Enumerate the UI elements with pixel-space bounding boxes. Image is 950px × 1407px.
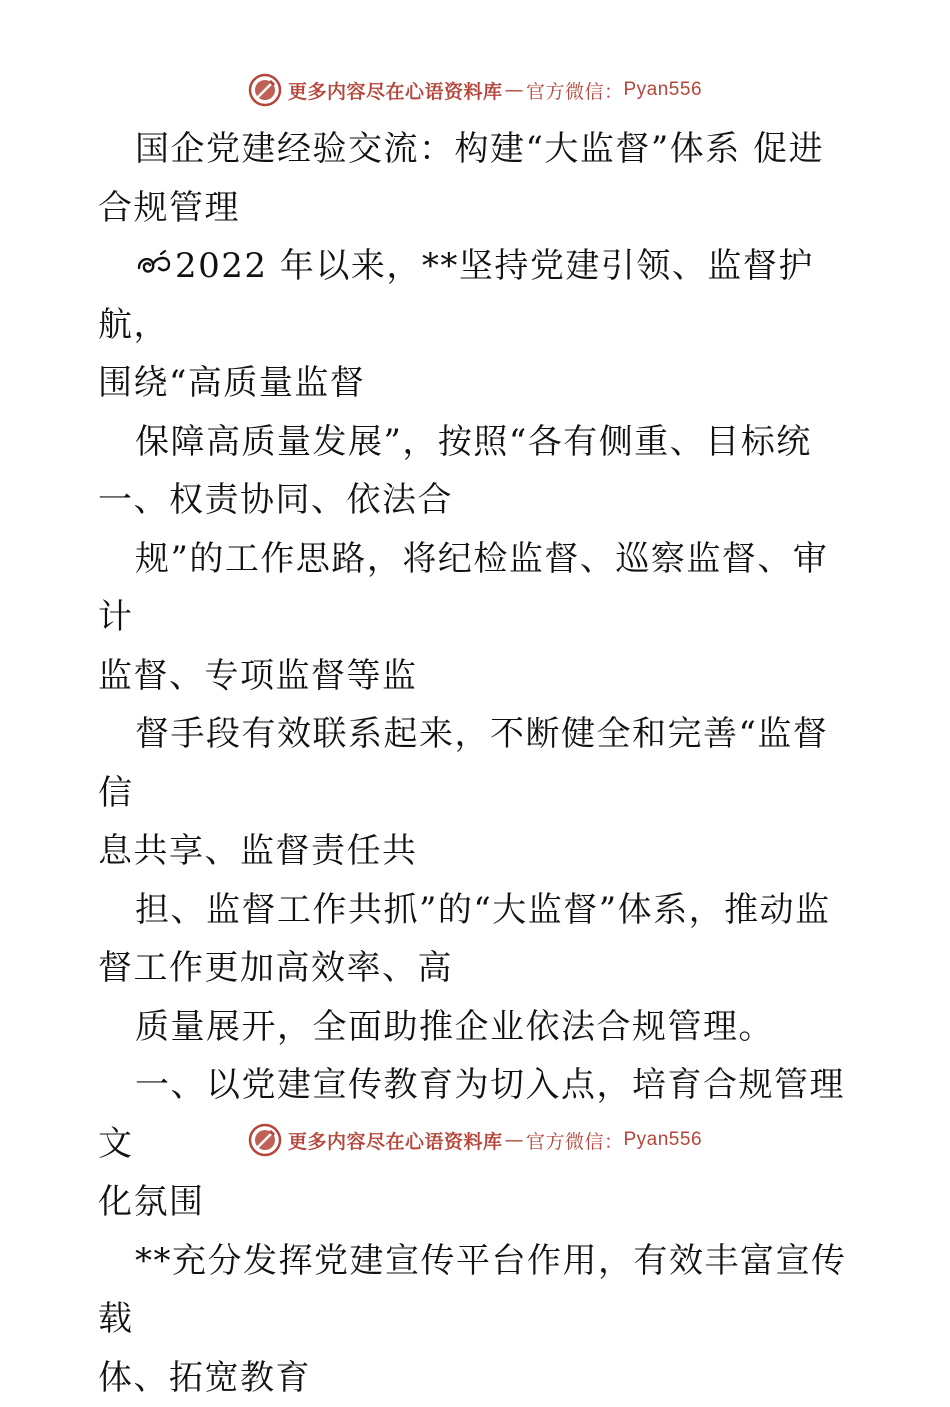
section-heading-line: 一、以党建宣传教育为切入点，培育合规管理文 — [98, 1056, 858, 1173]
watermark-wechat-label: 官方微信： — [526, 1127, 624, 1154]
document-paragraph-line: 规”的工作思路，将纪检监督、巡察监督、审计 — [98, 530, 858, 647]
watermark-site-name: 更多内容尽在心语资料库 — [288, 77, 503, 104]
document-paragraph-line: 保障高质量发展”，按照“各有侧重、目标统 — [98, 413, 858, 472]
document-paragraph-line: 围绕“高质量监督 — [98, 354, 858, 413]
watermark-wechat-id: Pyan556 — [624, 79, 703, 101]
section-heading-line: 化氛围 — [98, 1173, 858, 1232]
watermark-site-name: 更多内容尽在心语资料库 — [288, 1127, 503, 1154]
pen-seal-icon — [248, 73, 282, 107]
document-paragraph-line: **充分发挥党建宣传平台作用，有效丰富宣传载 — [98, 1232, 858, 1349]
document-paragraph-line: 息共享、监督责任共 — [98, 822, 858, 881]
document-paragraph-line — [98, 237, 858, 354]
document-paragraph-line: 督手段有效联系起来，不断健全和完善“监督信 — [98, 705, 858, 822]
document-paragraph-line: 质量展开，全面助推企业依法合规管理。 — [98, 998, 858, 1057]
document-line-text: 2022 年以来，**坚持党建引领、监督护航， — [98, 246, 814, 345]
document-title-line-2: 合规管理 — [98, 179, 858, 238]
pen-seal-icon — [248, 1123, 282, 1157]
document-paragraph-line: 督工作更加高效率、高 — [98, 939, 858, 998]
watermark-dash: — — [504, 79, 524, 101]
watermark-header — [0, 70, 950, 110]
document-paragraph-line: 监督、专项监督等监 — [98, 647, 858, 706]
document-paragraph-line: 担、监督工作共抓”的“大监督”体系，推动监 — [98, 881, 858, 940]
watermark-dash: — — [504, 1129, 524, 1151]
watermark-wechat-label: 官方微信： — [526, 77, 624, 104]
watermark-wechat-id: Pyan556 — [624, 1129, 703, 1151]
ornament-bullet-icon — [135, 250, 173, 280]
watermark-footer — [0, 1120, 950, 1160]
document-paragraph-line: 一、权责协同、依法合 — [98, 471, 858, 530]
document-body — [98, 120, 858, 1407]
document-title-line-1: 国企党建经验交流：构建“大监督”体系 促进 — [98, 120, 858, 179]
document-paragraph-line: 体、拓宽教育 — [98, 1349, 858, 1407]
